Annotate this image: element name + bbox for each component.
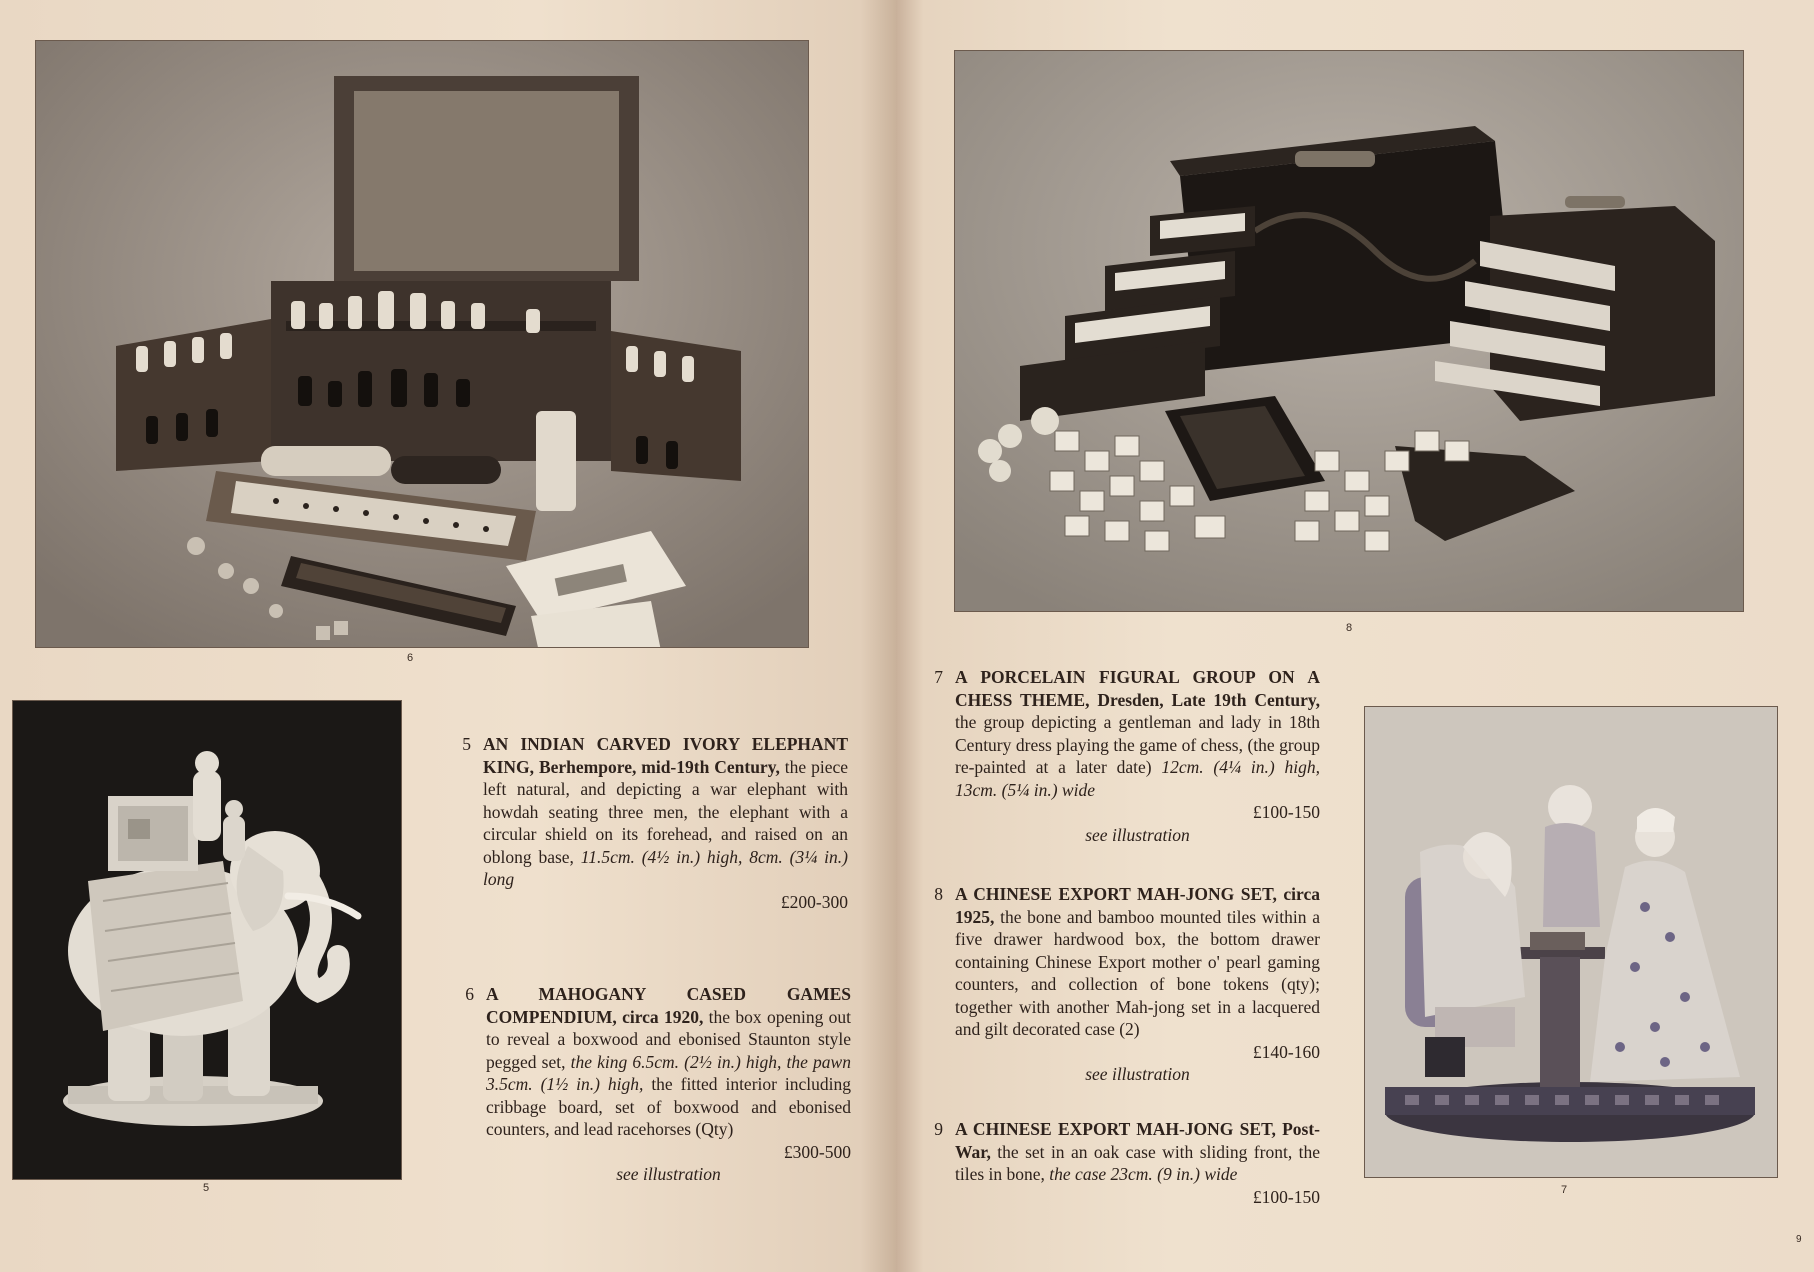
lot-number: 9 <box>934 1119 943 1139</box>
caption-photo-8: 8 <box>1345 622 1353 634</box>
lot-7 <box>934 666 1320 846</box>
lot-title: A PORCELAIN FIGURAL GROUP ON A CHESS THEME, Dresden, Late 19th Century, <box>955 667 1320 710</box>
lot-estimate: £300-500 <box>783 1141 851 1162</box>
mah-jong-sets-illustration <box>955 51 1743 611</box>
page-number: 9 <box>1796 1234 1802 1245</box>
lot-description: the box opening out to reveal a boxwood and ebonised Staunton style pegged set, <box>486 1006 852 1072</box>
right-page <box>896 0 1814 1272</box>
lot-number: 5 <box>462 734 471 754</box>
photo-games-compendium <box>35 40 809 648</box>
caption-photo-6: 6 <box>406 652 414 664</box>
lot-estimate: £100-150 <box>1252 802 1320 822</box>
see-illustration-note: see illustration <box>1085 1064 1190 1084</box>
photo-mah-jong-sets <box>954 50 1744 612</box>
lot-dimensions: the king 6.5cm. (2½ in.) high, the pawn 3.5cm. (1½ in.) high, <box>486 1051 851 1094</box>
lot-dimensions: 11.5cm. (4½ in.) high, 8cm. (3¼ in.) long <box>483 846 848 889</box>
photo-ivory-elephant <box>12 700 402 1180</box>
lot-number: 7 <box>934 667 943 687</box>
lot-number: 6 <box>465 984 474 1004</box>
lot-8 <box>934 883 1320 1086</box>
lot-description: the group depicting a gentleman and lady in 18th Century dress playing the game of chess, (the group re-painted at a later date) <box>955 712 1320 777</box>
lot-description: the set in an oak case with sliding front, the tiles in bone, <box>955 1141 1320 1184</box>
lot-description: the piece left natural, and depicting a war elephant with howdah seating three men, the elephant with a circular shield on its forehead, and raised on an oblong base, <box>483 756 848 867</box>
lot-title: A CHINESE EXPORT MAH-JONG SET, circa 1925, <box>955 884 1320 927</box>
lot-estimate: £140-160 <box>1252 1041 1320 1062</box>
porcelain-chess-group-illustration <box>1365 707 1777 1177</box>
photo-porcelain-chess-group <box>1364 706 1778 1178</box>
see-illustration-note: see illustration <box>1085 824 1190 845</box>
lot-9 <box>934 1118 1320 1208</box>
lot-number: 8 <box>934 884 943 904</box>
left-page <box>0 0 896 1272</box>
lot-6 <box>465 983 852 1186</box>
lot-title: A CHINESE EXPORT MAH-JONG SET, Post-War, <box>955 1119 1320 1162</box>
caption-photo-5: 5 <box>202 1182 210 1194</box>
lot-description-continued: the fitted interior including cribbage board, set of boxwood and ebonised counters, and lead racehorses (Qty) <box>486 1074 851 1139</box>
lot-estimate: £100-150 <box>1252 1186 1320 1207</box>
caption-photo-7: 7 <box>1560 1184 1568 1196</box>
lot-5 <box>462 733 848 913</box>
ivory-elephant-illustration <box>13 701 401 1179</box>
see-illustration-note: see illustration <box>616 1164 721 1184</box>
lot-title: A MAHOGANY CASED GAMES COMPENDIUM, circa 1920, <box>486 984 851 1027</box>
lot-estimate: £200-300 <box>780 891 848 912</box>
lot-description: the bone and bamboo mounted tiles within a five drawer hardwood box, the bottom drawer containing Chinese Export mother o' pearl gaming counters, and collection of bone tokens (qty); together with another Mah-jong set in a lacquered and gilt decorated case (2) <box>955 906 1320 1039</box>
games-compendium-illustration <box>36 41 808 647</box>
lot-dimensions: 12cm. (4¼ in.) high, 13cm. (5¼ in.) wide <box>955 757 1320 800</box>
lot-dimensions: the case 23cm. (9 in.) wide <box>1049 1164 1238 1184</box>
lot-title: AN INDIAN CARVED IVORY ELEPHANT KING, Berhempore, mid-19th Century, <box>483 734 848 777</box>
